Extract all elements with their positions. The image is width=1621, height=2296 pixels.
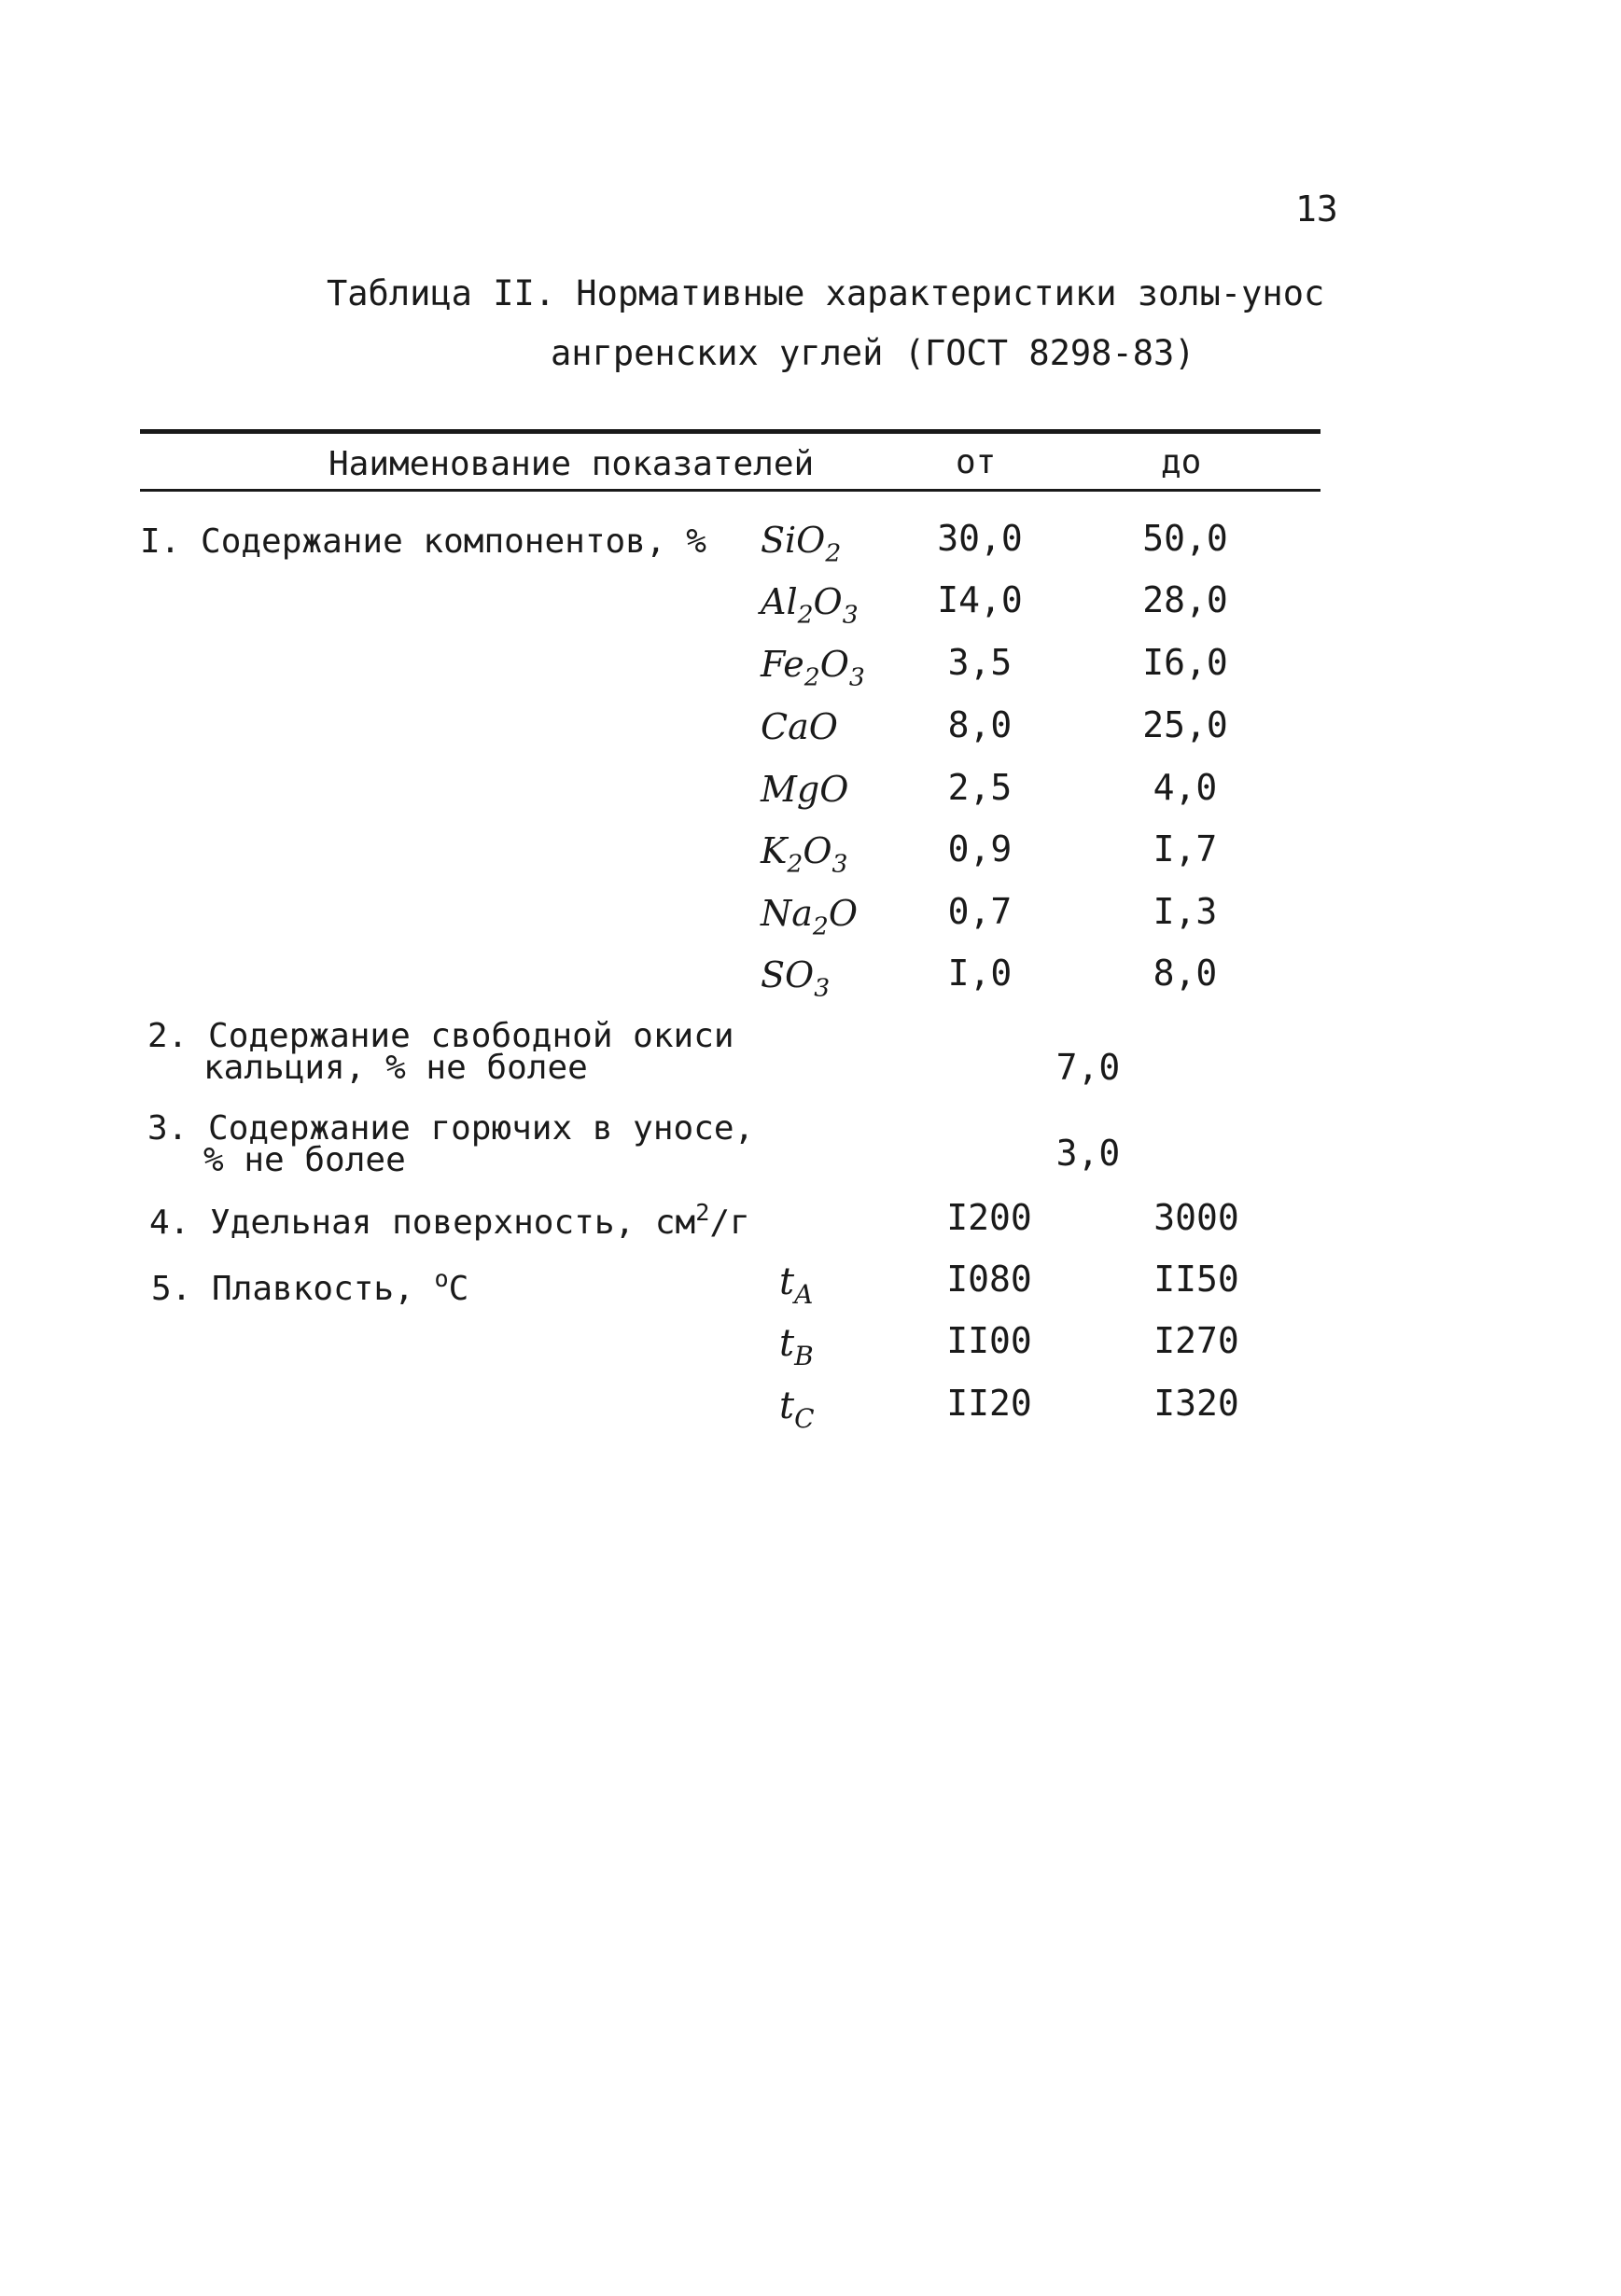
section4-to: 3000 [1153, 1197, 1239, 1238]
component-main: CaO [761, 706, 838, 747]
component-tail-subscript: 3 [842, 600, 859, 630]
temperature-symbol [779, 1260, 813, 1310]
component-to: I6,0 [1142, 642, 1228, 683]
component-from: 0,9 [947, 828, 1013, 870]
section1-label: I. Содержание компонентов, % [140, 522, 706, 561]
section3-label-line1: 3. Содержание горючих в уносе, [147, 1109, 755, 1148]
component-formula [761, 644, 865, 691]
header-bottom-rule [140, 489, 1321, 492]
temperature-symbol-subscript: A [794, 1278, 814, 1310]
component-tail-subscript: 3 [831, 849, 848, 879]
component-to: 50,0 [1142, 518, 1228, 559]
component-from: I,0 [947, 953, 1013, 994]
component-formula [761, 706, 838, 747]
section3-label [147, 1109, 755, 1179]
section3-label-line2: % не более [203, 1141, 406, 1179]
section3-value: 3,0 [1055, 1133, 1121, 1174]
component-subscript: 2 [825, 538, 842, 568]
component-tail: O [819, 644, 849, 685]
component-formula [761, 769, 848, 810]
component-formula [761, 520, 841, 567]
component-main: Fe [761, 644, 804, 685]
component-subscript: 2 [787, 849, 804, 879]
header-to: до [1161, 443, 1202, 481]
component-main: SiO [761, 520, 826, 561]
fusibility-from: I080 [946, 1259, 1032, 1300]
component-subscript: 2 [812, 911, 829, 941]
component-subscript: 2 [797, 600, 814, 630]
table-title-line1: Таблица II. Нормативные характеристики золы-унос [327, 273, 1325, 313]
temperature-symbol-subscript: C [794, 1402, 815, 1434]
temperature-symbol [779, 1322, 814, 1371]
section5-label-deg: о [434, 1265, 449, 1292]
component-from: 3,5 [947, 642, 1013, 683]
section5-label [151, 1265, 468, 1308]
component-formula [761, 954, 830, 1002]
component-tail: O [803, 830, 832, 871]
component-main: Al [761, 581, 798, 622]
temperature-symbol-subscript: B [794, 1340, 814, 1371]
section4-label-text: 4. Удельная поверхность, см [149, 1203, 696, 1242]
component-main: MgO [761, 769, 849, 810]
component-from: 2,5 [947, 767, 1013, 808]
component-formula [761, 830, 847, 878]
component-from: 8,0 [947, 704, 1013, 745]
component-tail-subscript: 3 [848, 662, 865, 692]
temperature-symbol-letter: t [779, 1260, 795, 1303]
section4-from: I200 [946, 1197, 1032, 1238]
component-from: I4,0 [937, 579, 1023, 620]
section4-label-sup: 2 [695, 1199, 710, 1226]
header-top-rule [140, 429, 1321, 434]
component-to: 25,0 [1142, 704, 1228, 745]
component-to: 8,0 [1153, 953, 1218, 994]
component-from: 0,7 [947, 891, 1013, 932]
fusibility-to: II50 [1153, 1259, 1239, 1300]
component-subscript: 3 [814, 973, 831, 1003]
section5-label-unit: С [448, 1269, 469, 1308]
component-main: Na [761, 893, 813, 934]
fusibility-from: II20 [946, 1383, 1032, 1424]
section2-label-line2: кальция, % не более [203, 1049, 588, 1087]
table-title-line2: ангренских углей (ГОСТ 8298-83) [551, 333, 1195, 373]
component-formula [761, 893, 858, 940]
section5-label-text: 5. Плавкость, [151, 1269, 435, 1308]
section2-value: 7,0 [1055, 1047, 1121, 1088]
fusibility-to: I320 [1153, 1383, 1239, 1424]
component-main: SO [761, 954, 815, 995]
temperature-symbol-letter: t [779, 1322, 795, 1365]
component-to: I,3 [1153, 891, 1218, 932]
fusibility-to: I270 [1153, 1320, 1239, 1361]
page-number: 13 [1295, 188, 1338, 230]
section2-label-line1: 2. Содержание свободной окиси [147, 1017, 734, 1055]
component-main: K [761, 830, 788, 871]
section4-label [149, 1199, 750, 1242]
header-name: Наименование показателей [328, 445, 815, 483]
section2-label [147, 1017, 734, 1087]
component-tail: O [828, 893, 858, 934]
header-from: от [956, 443, 997, 481]
component-tail: O [813, 581, 843, 622]
component-to: I,7 [1153, 828, 1218, 870]
component-from: 30,0 [937, 518, 1023, 559]
component-formula [761, 581, 859, 629]
section4-label-tail: /г [709, 1203, 750, 1242]
component-to: 4,0 [1153, 767, 1218, 808]
fusibility-from: II00 [946, 1320, 1032, 1361]
temperature-symbol [779, 1385, 815, 1434]
component-subscript: 2 [804, 662, 820, 692]
temperature-symbol-letter: t [779, 1385, 795, 1427]
component-to: 28,0 [1142, 579, 1228, 620]
